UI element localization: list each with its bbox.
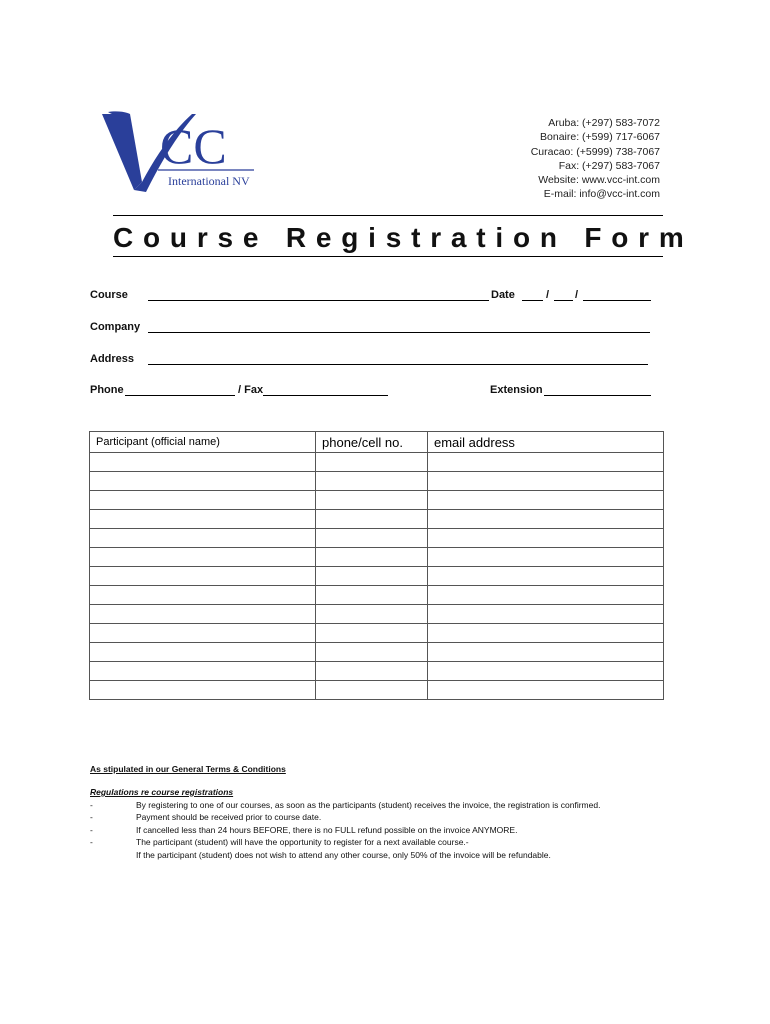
extension-label: Extension — [490, 384, 543, 396]
contact-curacao: Curacao: (+5999) 738-7067 — [530, 145, 660, 158]
header-phone: phone/cell no. — [316, 432, 428, 453]
table-body — [90, 453, 664, 700]
date-separator-1: / — [546, 289, 550, 301]
phone-row — [90, 384, 124, 396]
term-item — [90, 824, 690, 836]
header-participant: Participant (official name) — [90, 432, 316, 453]
participant-cell[interactable] — [90, 567, 316, 586]
email-cell[interactable] — [428, 472, 664, 491]
participant-cell[interactable] — [90, 491, 316, 510]
participant-cell[interactable] — [90, 529, 316, 548]
table-row — [90, 605, 664, 624]
table-header-row — [90, 432, 664, 453]
term-item — [90, 849, 690, 861]
terms-section — [90, 764, 690, 861]
phone-cell[interactable] — [316, 453, 428, 472]
participant-cell[interactable] — [90, 510, 316, 529]
table-row — [90, 453, 664, 472]
logo-letters: CC — [160, 118, 227, 174]
email-cell[interactable] — [428, 605, 664, 624]
header-email: email address — [428, 432, 664, 453]
date-month-field[interactable] — [554, 290, 573, 301]
extension-field[interactable] — [544, 385, 651, 396]
term-item — [90, 811, 690, 823]
term-dash: - — [90, 824, 93, 835]
contact-aruba: Aruba: (+297) 583-7072 — [548, 117, 660, 129]
participant-cell[interactable] — [90, 453, 316, 472]
regulations-heading: Regulations re course registrations — [90, 787, 234, 797]
email-cell[interactable] — [428, 643, 664, 662]
contact-block — [531, 116, 660, 202]
address-label: Address — [90, 353, 135, 365]
title-top-rule — [113, 215, 663, 216]
phone-cell[interactable] — [316, 510, 428, 529]
table-row — [90, 586, 664, 605]
term-text: The participant (student) will have the opportunity to register for a next available course.- — [136, 837, 469, 848]
table-row — [90, 472, 664, 491]
table-row — [90, 624, 664, 643]
term-text: If cancelled less than 24 hours BEFORE, there is no FULL refund possible on the invoice ANYMORE. — [136, 824, 518, 835]
email-cell[interactable] — [428, 529, 664, 548]
date-day-field[interactable] — [522, 290, 543, 301]
email-cell[interactable] — [428, 453, 664, 472]
term-text: Payment should be received prior to course date. — [136, 812, 322, 823]
term-dash: - — [90, 812, 93, 823]
phone-cell[interactable] — [316, 586, 428, 605]
phone-cell[interactable] — [316, 548, 428, 567]
fax-label: / Fax — [238, 384, 264, 396]
participant-cell[interactable] — [90, 605, 316, 624]
phone-cell[interactable] — [316, 662, 428, 681]
contact-email[interactable]: E-mail: info@vcc-int.com — [543, 188, 660, 201]
email-cell[interactable] — [428, 662, 664, 681]
company-row — [90, 321, 140, 333]
contact-fax: Fax: (+297) 583-7067 — [558, 159, 660, 172]
participant-table — [89, 431, 664, 700]
participant-cell[interactable] — [90, 548, 316, 567]
phone-field[interactable] — [125, 385, 235, 396]
phone-cell[interactable] — [316, 643, 428, 662]
contact-website[interactable]: Website: www.vcc-int.com — [538, 174, 660, 187]
participant-cell[interactable] — [90, 662, 316, 681]
email-cell[interactable] — [428, 586, 664, 605]
participant-cell[interactable] — [90, 586, 316, 605]
table-row — [90, 510, 664, 529]
phone-cell[interactable] — [316, 567, 428, 586]
vcc-logo — [100, 108, 260, 198]
table-row — [90, 662, 664, 681]
term-dash: - — [90, 800, 93, 810]
address-row — [90, 353, 134, 365]
company-label: Company — [90, 321, 141, 333]
term-dash: - — [90, 837, 93, 848]
phone-label: Phone — [90, 384, 124, 396]
table-row — [90, 567, 664, 586]
phone-cell[interactable] — [316, 529, 428, 548]
participant-cell[interactable] — [90, 643, 316, 662]
fax-field[interactable] — [263, 385, 388, 396]
term-text: If the participant (student) does not wish to attend any other course, only 50% of the invoice will be refundable. — [136, 849, 551, 860]
company-field[interactable] — [148, 322, 650, 333]
date-label: Date — [491, 289, 515, 301]
phone-cell[interactable] — [316, 472, 428, 491]
date-year-field[interactable] — [583, 290, 651, 301]
term-text: By registering to one of our courses, as soon as the participants (student) receives the invoice, the registration is confirmed. — [136, 800, 601, 810]
phone-cell[interactable] — [316, 624, 428, 643]
address-field[interactable] — [148, 354, 648, 365]
term-item — [90, 799, 690, 811]
participant-cell[interactable] — [90, 624, 316, 643]
term-item — [90, 836, 690, 848]
phone-cell[interactable] — [316, 681, 428, 700]
date-separator-2: / — [575, 289, 579, 301]
email-cell[interactable] — [428, 567, 664, 586]
contact-bonaire: Bonaire: (+599) 717-6067 — [540, 131, 660, 144]
page-title: Course Registration Form — [113, 222, 694, 253]
participant-cell[interactable] — [90, 681, 316, 700]
email-cell[interactable] — [428, 681, 664, 700]
phone-cell[interactable] — [316, 491, 428, 510]
course-label: Course — [90, 289, 128, 301]
table-row — [90, 548, 664, 567]
table-row — [90, 681, 664, 700]
course-field[interactable] — [148, 290, 489, 301]
email-cell[interactable] — [428, 624, 664, 643]
title-bottom-rule — [113, 256, 663, 257]
table-row — [90, 529, 664, 548]
phone-cell[interactable] — [316, 605, 428, 624]
date-row — [491, 289, 515, 301]
table-row — [90, 643, 664, 662]
course-row — [90, 289, 128, 301]
email-cell[interactable] — [428, 491, 664, 510]
email-cell[interactable] — [428, 510, 664, 529]
email-cell[interactable] — [428, 548, 664, 567]
terms-heading[interactable]: As stipulated in our General Terms & Conditions — [90, 764, 286, 774]
participant-cell[interactable] — [90, 472, 316, 491]
table-row — [90, 491, 664, 510]
logo-subtitle: International NV — [168, 174, 250, 188]
